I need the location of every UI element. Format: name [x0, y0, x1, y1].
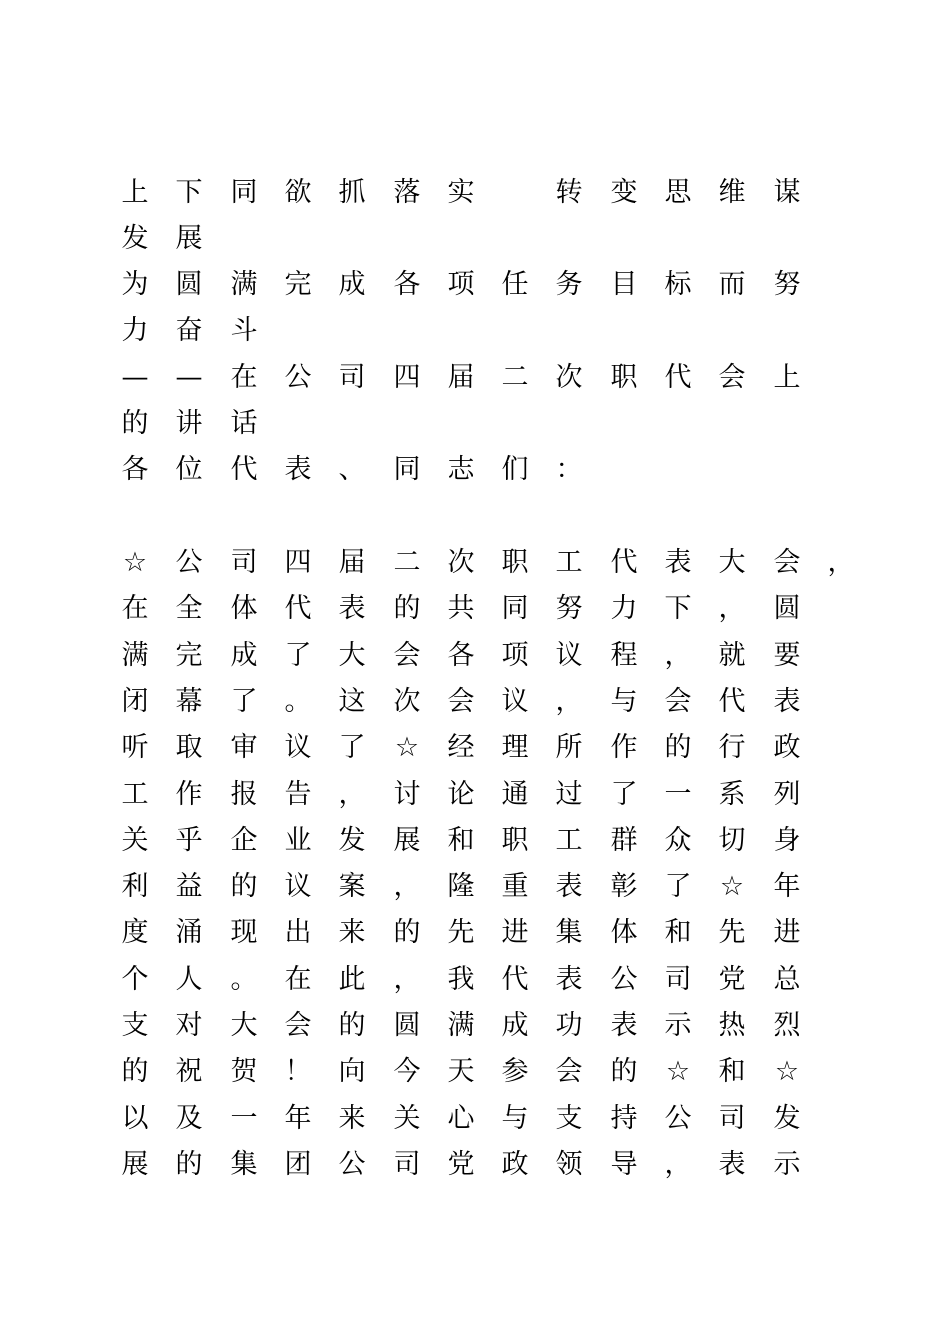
glyph: 讲: [175, 408, 203, 439]
glyph: 努: [555, 593, 583, 625]
glyph: 公: [664, 1102, 692, 1134]
glyph: 转: [555, 177, 583, 208]
glyph: 志: [447, 454, 475, 485]
glyph: 众: [664, 824, 692, 856]
glyph: 会: [447, 685, 475, 717]
glyph: 的: [121, 408, 149, 439]
glyph: 公: [610, 963, 638, 995]
glyph: 这: [338, 685, 366, 717]
glyph: 位: [175, 454, 203, 485]
glyph: 论: [447, 778, 475, 810]
glyph: 的: [393, 917, 421, 949]
glyph: 经: [447, 732, 475, 764]
glyph: 表: [338, 593, 366, 625]
glyph: 现: [230, 917, 258, 949]
glyph: 的: [664, 732, 692, 764]
glyph: 表: [555, 963, 583, 995]
glyph: 成: [338, 269, 366, 300]
glyph: 任: [501, 269, 529, 300]
glyph: 各: [393, 269, 421, 300]
glyph: ，: [664, 1148, 692, 1180]
glyph: 展: [121, 1148, 149, 1180]
glyph: 议: [555, 639, 583, 671]
glyph: 参: [501, 1056, 529, 1088]
glyph: 进: [773, 917, 801, 949]
glyph: 度: [121, 917, 149, 949]
glyph: 贺: [230, 1056, 258, 1088]
glyph: 和: [447, 824, 475, 856]
glyph: 示: [773, 1148, 801, 1180]
glyph: 发: [773, 1102, 801, 1134]
glyph: 上: [121, 177, 149, 208]
glyph: 项: [447, 269, 475, 300]
glyph: 会: [555, 1056, 583, 1088]
glyph: 以: [121, 1102, 149, 1134]
glyph: 支: [555, 1102, 583, 1134]
glyph: 取: [175, 732, 203, 764]
glyph: 职: [501, 547, 529, 578]
glyph: ！: [284, 1056, 312, 1088]
glyph: 的: [393, 593, 421, 625]
glyph: 先: [447, 917, 475, 949]
glyph: 成: [501, 1010, 529, 1041]
glyph: 了: [610, 778, 638, 810]
glyph: 表: [718, 1148, 746, 1180]
glyph: 一: [664, 778, 692, 810]
glyph: 次: [447, 547, 475, 578]
glyph: 个: [121, 963, 149, 995]
glyph: —: [175, 362, 203, 393]
glyph: 圆: [175, 269, 203, 300]
glyph: 司: [393, 1148, 421, 1180]
glyph: 上: [773, 362, 801, 393]
glyph: 身: [773, 824, 801, 856]
glyph: 同: [393, 454, 421, 485]
glyph: 圆: [393, 1010, 421, 1041]
glyph: 先: [718, 917, 746, 949]
glyph: 表: [664, 547, 692, 578]
glyph: 支: [121, 1010, 149, 1041]
glyph: 彰: [610, 871, 638, 903]
glyph: 天: [447, 1056, 475, 1088]
glyph: 体: [610, 917, 638, 949]
glyph: 审: [230, 732, 258, 764]
glyph: 表: [610, 1010, 638, 1041]
glyph: ，: [393, 871, 421, 903]
glyph: 各: [447, 639, 475, 671]
glyph: 与: [610, 685, 638, 717]
glyph: 关: [121, 824, 149, 856]
glyph: ，: [827, 547, 855, 578]
glyph: 和: [718, 1056, 746, 1088]
glyph: 利: [121, 871, 149, 903]
glyph: 议: [284, 732, 312, 764]
glyph: 满: [230, 269, 258, 300]
glyph: ☆: [394, 732, 420, 764]
glyph: 、: [338, 454, 366, 485]
glyph: 完: [284, 269, 312, 300]
glyph: 政: [501, 1148, 529, 1180]
glyph: 讨: [393, 778, 421, 810]
glyph: 今: [393, 1056, 421, 1088]
glyph: 列: [773, 778, 801, 810]
glyph: 的: [121, 1056, 149, 1088]
glyph: 进: [501, 917, 529, 949]
glyph: 幕: [175, 685, 203, 717]
glyph: 谋: [773, 177, 801, 208]
glyph: 的: [338, 1010, 366, 1041]
glyph: 告: [284, 778, 312, 810]
glyph: 和: [664, 917, 692, 949]
glyph: 益: [175, 871, 203, 903]
glyph: ，: [338, 778, 366, 810]
glyph: 出: [284, 917, 312, 949]
glyph: —: [121, 362, 149, 393]
glyph: 同: [230, 177, 258, 208]
glyph: 烈: [773, 1010, 801, 1041]
glyph: 下: [175, 177, 203, 208]
glyph: 次: [555, 362, 583, 393]
glyph: 工: [121, 778, 149, 810]
glyph: 听: [121, 732, 149, 764]
glyph: 此: [338, 963, 366, 995]
glyph: 总: [773, 963, 801, 995]
glyph: 表: [555, 871, 583, 903]
glyph: 司: [718, 1102, 746, 1134]
glyph: 在: [121, 593, 149, 625]
glyph: ，: [393, 963, 421, 995]
glyph: 理: [501, 732, 529, 764]
glyph: 发: [338, 824, 366, 856]
glyph: 了: [230, 685, 258, 717]
glyph: 代: [664, 362, 692, 393]
glyph: 抓: [338, 177, 366, 208]
glyph: 的: [610, 1056, 638, 1088]
glyph: 维: [718, 177, 746, 208]
glyph: 次: [393, 685, 421, 717]
glyph: 代: [610, 547, 638, 578]
glyph: 共: [447, 593, 475, 625]
glyph: 我: [447, 963, 475, 995]
glyph: 示: [664, 1010, 692, 1041]
glyph: 满: [447, 1010, 475, 1041]
glyph: 程: [610, 639, 638, 671]
glyph: 乎: [175, 824, 203, 856]
glyph: 祝: [175, 1056, 203, 1088]
glyph: 了: [284, 639, 312, 671]
glyph: 向: [338, 1056, 366, 1088]
glyph: 落: [393, 177, 421, 208]
glyph: 届: [338, 547, 366, 578]
glyph: 大: [718, 547, 746, 578]
glyph: 政: [773, 732, 801, 764]
glyph: 对: [175, 1010, 203, 1041]
glyph: 为: [121, 269, 149, 300]
glyph: 了: [338, 732, 366, 764]
glyph: 圆: [773, 593, 801, 625]
glyph: ：: [555, 454, 583, 485]
glyph: 完: [175, 639, 203, 671]
glyph: 群: [610, 824, 638, 856]
glyph: 会: [773, 547, 801, 578]
glyph: 系: [718, 778, 746, 810]
glyph: ，: [555, 685, 583, 717]
glyph: 公: [338, 1148, 366, 1180]
glyph: 司: [230, 547, 258, 578]
glyph: 代: [718, 685, 746, 717]
glyph: 大: [338, 639, 366, 671]
glyph: 话: [230, 408, 258, 439]
glyph: ☆: [719, 871, 745, 903]
glyph: 代: [501, 963, 529, 995]
glyph: 集: [555, 917, 583, 949]
glyph: 隆: [447, 871, 475, 903]
glyph: 作: [610, 732, 638, 764]
glyph: 二: [501, 362, 529, 393]
glyph: 企: [230, 824, 258, 856]
glyph: 力: [610, 593, 638, 625]
glyph: 了: [664, 871, 692, 903]
glyph: 司: [664, 963, 692, 995]
glyph: 涌: [175, 917, 203, 949]
glyph: 大: [230, 1010, 258, 1041]
glyph: 功: [555, 1010, 583, 1041]
glyph: 变: [610, 177, 638, 208]
glyph: ☆: [122, 547, 148, 578]
glyph: 标: [664, 269, 692, 300]
glyph: 职: [610, 362, 638, 393]
glyph: 四: [284, 547, 312, 578]
glyph: 表: [773, 685, 801, 717]
glyph: 代: [284, 593, 312, 625]
glyph: 年: [773, 871, 801, 903]
glyph: 欲: [284, 177, 312, 208]
glyph: 全: [175, 593, 203, 625]
glyph: 下: [664, 593, 692, 625]
glyph: 案: [338, 871, 366, 903]
glyph: 二: [393, 547, 421, 578]
glyph: 代: [230, 454, 258, 485]
glyph: 会: [664, 685, 692, 717]
glyph: 一: [230, 1102, 258, 1134]
glyph: 热: [718, 1010, 746, 1041]
glyph: 目: [610, 269, 638, 300]
glyph: 的: [230, 871, 258, 903]
glyph: 们: [501, 454, 529, 485]
glyph: 会: [718, 362, 746, 393]
glyph: 在: [230, 362, 258, 393]
glyph: 。: [230, 963, 258, 995]
glyph: 人: [175, 963, 203, 995]
glyph: 项: [501, 639, 529, 671]
glyph: 奋: [175, 315, 203, 346]
glyph: 满: [121, 639, 149, 671]
glyph: 司: [338, 362, 366, 393]
glyph: 切: [718, 824, 746, 856]
glyph: 会: [284, 1010, 312, 1041]
glyph: 会: [393, 639, 421, 671]
glyph: 就: [718, 639, 746, 671]
glyph: 来: [338, 917, 366, 949]
glyph: 业: [284, 824, 312, 856]
glyph: 展: [393, 824, 421, 856]
glyph: 各: [121, 454, 149, 485]
glyph: 所: [555, 732, 583, 764]
glyph: 及: [175, 1102, 203, 1134]
glyph: 集: [230, 1148, 258, 1180]
glyph: 闭: [121, 685, 149, 717]
glyph: 年: [284, 1102, 312, 1134]
glyph: 领: [555, 1148, 583, 1180]
glyph: 四: [393, 362, 421, 393]
glyph: 成: [230, 639, 258, 671]
glyph: 党: [718, 963, 746, 995]
glyph: 议: [284, 871, 312, 903]
glyph: 届: [447, 362, 475, 393]
glyph: 行: [718, 732, 746, 764]
glyph: 议: [501, 685, 529, 717]
glyph: 工: [555, 547, 583, 578]
glyph: 而: [718, 269, 746, 300]
glyph: 公: [284, 362, 312, 393]
glyph: 的: [175, 1148, 203, 1180]
glyph: 发: [121, 223, 149, 254]
glyph: 作: [175, 778, 203, 810]
glyph: ，: [664, 639, 692, 671]
glyph: [500, 176, 530, 210]
glyph: 过: [555, 778, 583, 810]
glyph: 务: [555, 269, 583, 300]
glyph: 与: [501, 1102, 529, 1134]
glyph: 重: [501, 871, 529, 903]
glyph: 公: [175, 547, 203, 578]
glyph: 团: [284, 1148, 312, 1180]
glyph: 职: [501, 824, 529, 856]
glyph: ，: [718, 593, 746, 625]
glyph: 斗: [230, 315, 258, 346]
glyph: ☆: [665, 1056, 691, 1088]
glyph: 体: [230, 593, 258, 625]
glyph: 同: [501, 593, 529, 625]
glyph: 工: [555, 824, 583, 856]
glyph: 关: [393, 1102, 421, 1134]
glyph: 努: [773, 269, 801, 300]
glyph: 展: [175, 223, 203, 254]
glyph: 表: [284, 454, 312, 485]
glyph: 导: [610, 1148, 638, 1180]
glyph: 来: [338, 1102, 366, 1134]
glyph: 在: [284, 963, 312, 995]
glyph: 实: [447, 177, 475, 208]
glyph: 。: [284, 685, 312, 717]
glyph: 心: [447, 1102, 475, 1134]
glyph: 党: [447, 1148, 475, 1180]
glyph: 力: [121, 315, 149, 346]
glyph: ☆: [774, 1056, 800, 1088]
glyph: 报: [230, 778, 258, 810]
glyph: 持: [610, 1102, 638, 1134]
glyph: 思: [664, 177, 692, 208]
glyph: 要: [773, 639, 801, 671]
glyph: 通: [501, 778, 529, 810]
